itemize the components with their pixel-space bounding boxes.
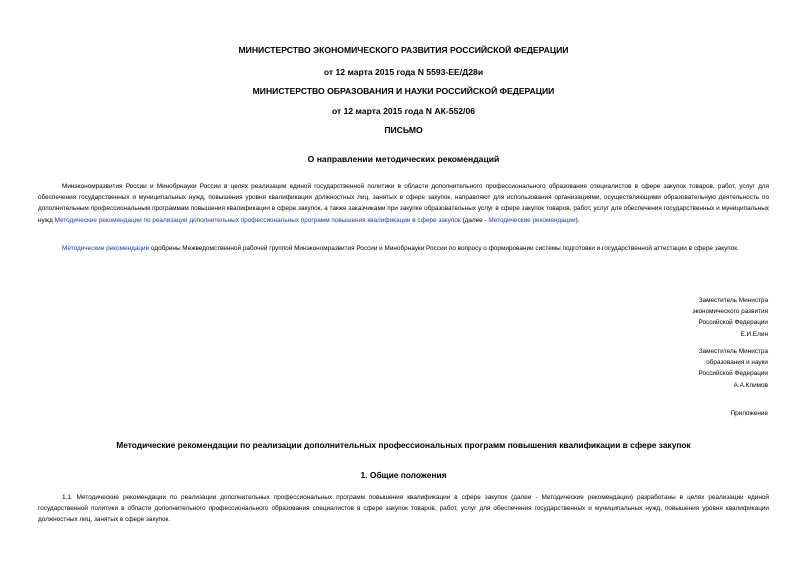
methodical-recommendations-short-link[interactable]: Методические рекомендации xyxy=(488,216,576,224)
methodical-recommendations-link-2[interactable]: Методические рекомендации xyxy=(62,245,150,252)
signature-1-position: Заместитель Министра xyxy=(698,297,768,304)
signature-1-name: Е.И.Елин xyxy=(740,330,768,338)
section-1-title: 1. Общие положения xyxy=(360,470,447,480)
signature-2-ministry: образования и науки xyxy=(706,359,768,367)
document-type: ПИСЬМО xyxy=(384,125,423,135)
signature-2-position: Заместитель Министра xyxy=(698,348,768,355)
section-1-paragraph: 1.1. Методические рекомендации по реализации дополнительных профессиональных программ повышения квалификации в сфере закупок (далее - Методические рекомендации) разработаны в целях реализации единой государственной политики в области дополнительного профессионального образования специалистов в сфере закупок товаров, работ, услуг для обеспечения государственных и муниципальных нужд, повышения уровня квалификации должностных лиц, занятых в сфере закупок. xyxy=(38,494,769,524)
letter-paragraph-2 xyxy=(38,243,769,254)
paragraph-1-text-start: Минэкономразвития России и Минобрнауки России в целях реализации единой государственной политики в области дополнительного профессионального образования специалистов в сфере закупок товаров, работ, услуг для обеспечения государственных и муниципальных нужд, повышения уровня квалификации должностных лиц, занятых в сфере закупок, направляют для использования организациями, осуществляющими образовательную деятельность по дополнительным профессиональным программам повышения квалификации в сфере закупок, а также заказчиками при закупке образовательных услуг в сфере закупок товаров, работ, услуг для обеспечения государственных и муниципальных нужд xyxy=(38,183,769,224)
paragraph-1-text-middle: (далее - xyxy=(460,216,489,224)
signature-block-economic xyxy=(560,295,768,340)
appendix-label: Приложение xyxy=(730,410,768,417)
letter-paragraph-1 xyxy=(38,181,769,226)
letter-date-1: от 12 марта 2015 года N 5593-ЕЕ/Д28и xyxy=(323,67,484,77)
paragraph-2-text: одобрены Межведомственной рабочей группой Минэкономразвития России и Минобрнауки России по вопросу о формировании системы подготовки и государственной аттестации в сфере закупок. xyxy=(149,245,739,252)
signature-2-name: А.А.Климов xyxy=(733,381,768,389)
paragraph-1-text-end: ). xyxy=(575,216,580,224)
signature-1-country: Российской Федерации xyxy=(698,319,768,327)
signature-block-education xyxy=(560,346,768,391)
letter-subject: О направлении методических рекомендаций xyxy=(307,154,500,164)
appendix-title: Методические рекомендации по реализации дополнительных профессиональных программ повышения квалификации в сфере закупок xyxy=(116,440,691,450)
signature-2-country: Российской Федерации xyxy=(698,370,768,378)
ministry-economic-heading: МИНИСТЕРСТВО ЭКОНОМИЧЕСКОГО РАЗВИТИЯ РОССИЙСКОЙ ФЕДЕРАЦИИ xyxy=(238,45,569,55)
signature-1-ministry: экономического развития xyxy=(692,308,768,316)
ministry-education-heading: МИНИСТЕРСТВО ОБРАЗОВАНИЯ И НАУКИ РОССИЙСКОЙ ФЕДЕРАЦИИ xyxy=(252,86,555,96)
letter-date-2: от 12 марта 2015 года N АК-552/06 xyxy=(331,106,476,116)
methodical-recommendations-link[interactable]: Методические рекомендации по реализации дополнительных профессиональных программ повышения квалификации в сфере закупок xyxy=(54,216,461,224)
